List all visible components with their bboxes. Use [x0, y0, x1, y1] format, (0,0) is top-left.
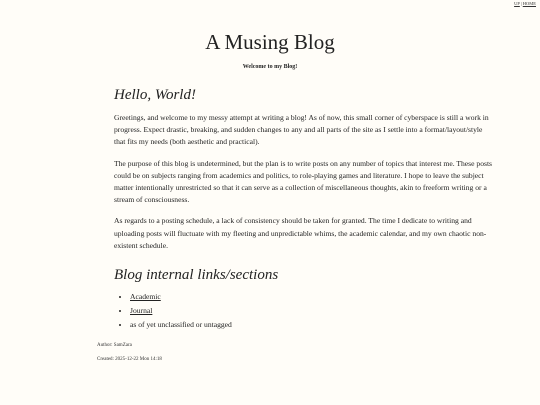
- top-nav: [514, 1, 536, 6]
- created-line: Created: 2025-12-22 Mon 14:18: [97, 357, 162, 362]
- list-item: [130, 304, 494, 318]
- author-line: Author: SamZara: [97, 343, 132, 348]
- section-links-list: [114, 290, 494, 332]
- intro-paragraph-3: As regards to a posting schedule, a lack of consistency should be taken for granted. The time I dedicate to writing and uploading posts will fluctuate with my fleeting and unpredictable whims, the academic calendar, and my own chaotic non-existent schedule.: [114, 216, 487, 250]
- intro-paragraph-2: The purpose of this blog is undetermined, but the plan is to write posts on any number of topics that interest me. These posts could be on subjects ranging from academics and politics, to role-playing games and literature. I hope to leave the subject matter intentionally unrestricted so that it can serve as a collection of miscellaneous thoughts, akin to freeform writing or a stream of consciousness.: [114, 158, 493, 205]
- list-item: [130, 290, 494, 304]
- page-title: A Musing Blog: [205, 30, 335, 54]
- intro-heading: Hello, World!: [114, 87, 196, 103]
- unclassified-label: as of yet unclassified or untagged: [130, 320, 232, 330]
- academic-link[interactable]: Academic: [130, 292, 161, 302]
- main-content: [114, 86, 494, 332]
- nav-home-link[interactable]: HOME: [522, 1, 536, 6]
- nav-separator: |: [520, 1, 522, 6]
- page-subtitle: Welcome to my Blog!: [242, 64, 298, 70]
- intro-paragraph-1: Greetings, and welcome to my messy attempt at writing a blog! As of now, this small corner of cyberspace is still a work in progress. Expect drastic, breaking, and sudden changes to any and all parts of the site as I settle into a format/layout/style that fits my needs (both aesthetic and practical).: [114, 113, 489, 147]
- links-heading: Blog internal links/sections: [114, 267, 279, 284]
- journal-link[interactable]: Journal: [130, 306, 153, 316]
- nav-up-link[interactable]: UP: [514, 1, 520, 6]
- list-item: [130, 318, 494, 332]
